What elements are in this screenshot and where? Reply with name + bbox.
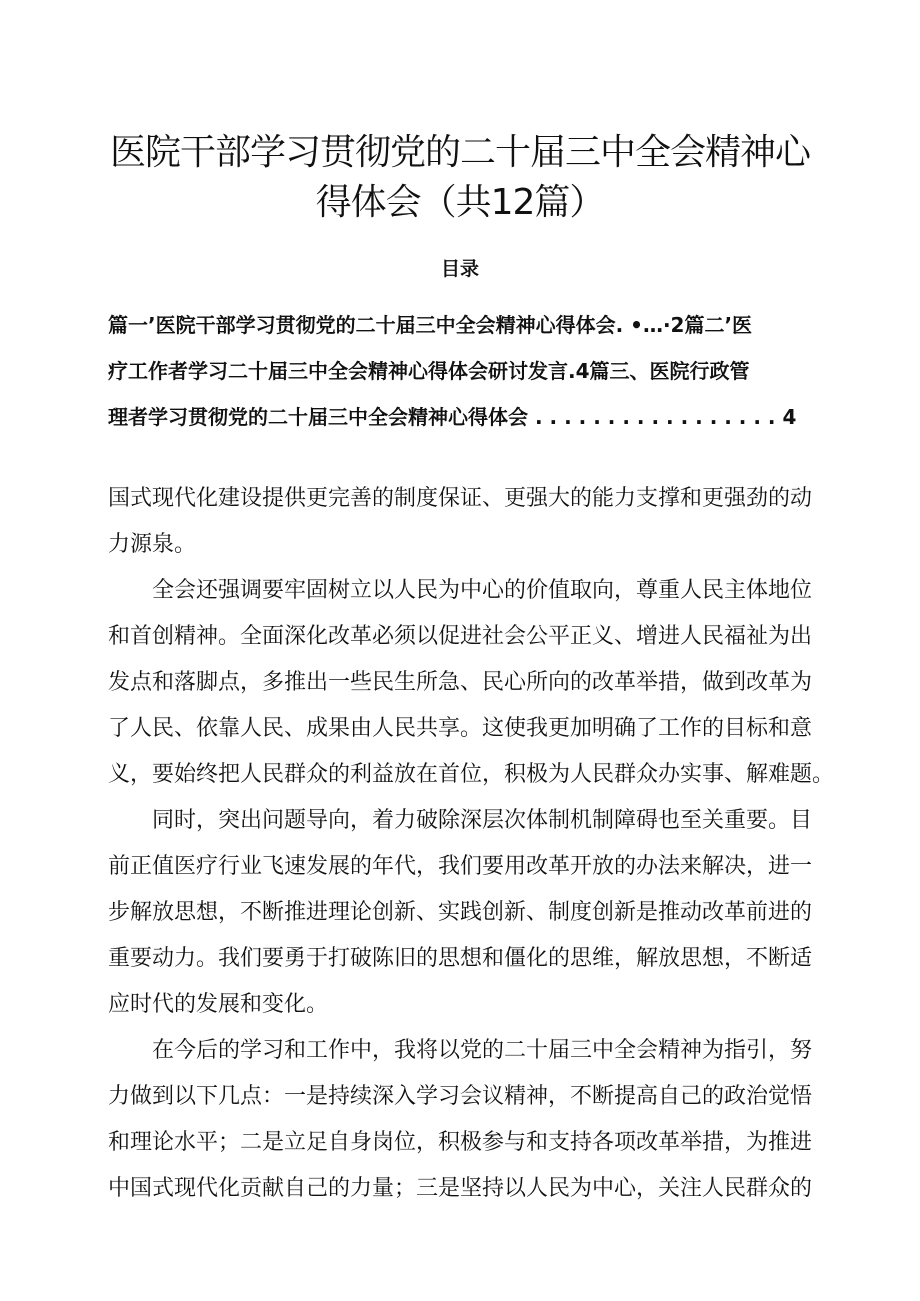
title-line-1: 医院干部学习贯彻党的二十届三中全会精神心 bbox=[109, 132, 810, 173]
body-line: 应时代的发展和变化。 bbox=[108, 992, 329, 1017]
document-title bbox=[100, 128, 820, 228]
title-line-2: 得体会（共12篇） bbox=[315, 182, 605, 223]
toc-line: 疗工作者学习二十届三中全会精神心得体会研讨发言.4篇三、医院行政管 bbox=[108, 359, 750, 383]
body-line: 在今后的学习和工作中，我将以党的二十届三中全会精神为指引，努 bbox=[108, 1038, 813, 1063]
body-line: 和首创精神。全面深化改革必须以促进社会公平正义、增进人民福祉为出 bbox=[108, 624, 813, 649]
body-line: 国式现代化建设提供更完善的制度保证、更强大的能力支撑和更强劲的动 bbox=[108, 486, 813, 511]
body-line: 全会还强调要牢固树立以人民为中心的价值取向，尊重人民主体地位 bbox=[108, 578, 813, 603]
body-text bbox=[108, 476, 842, 1212]
toc-line: 篇一’医院干部学习贯彻党的二十届三中全会精神心得体会. •…·2篇二’医 bbox=[108, 313, 753, 337]
body-line: 重要动力。我们要勇于打破陈旧的思想和僵化的思维，解放思想，不断适 bbox=[108, 946, 813, 971]
body-line: 同时，突出问题导向，着力破除深层次体制机制障碍也至关重要。目 bbox=[108, 808, 813, 833]
toc-heading: 目录 bbox=[440, 258, 479, 280]
body-line: 步解放思想，不断推进理论创新、实践创新、制度创新是推动改革前进的 bbox=[108, 900, 813, 925]
body-line: 了人民、依靠人民、成果由人民共享。这使我更加明确了工作的目标和意 bbox=[108, 716, 813, 741]
body-line: 和理论水平；二是立足自身岗位，积极参与和支持各项改革举措，为推进 bbox=[108, 1130, 813, 1155]
body-line: 义，要始终把人民群众的利益放在首位，积极为人民群众办实事、解难题。 bbox=[108, 762, 835, 787]
body-line: 前正值医疗行业飞速发展的年代，我们要用改革开放的办法来解决，进一 bbox=[108, 854, 813, 879]
body-line: 发点和落脚点，多推出一些民生所急、民心所向的改革举措，做到改革为 bbox=[108, 670, 813, 695]
toc-line: 理者学习贯彻党的二十届三中全会精神心得体会 . . . . . . . . . . . . . . . . . 4 bbox=[108, 405, 797, 429]
table-of-contents bbox=[108, 302, 828, 440]
body-line: 力源泉。 bbox=[108, 532, 197, 557]
body-line: 中国式现代化贡献自己的力量；三是坚持以人民为中心，关注人民群众的 bbox=[108, 1176, 813, 1201]
body-line: 力做到以下几点：一是持续深入学习会议精神，不断提高自己的政治觉悟 bbox=[108, 1084, 813, 1109]
